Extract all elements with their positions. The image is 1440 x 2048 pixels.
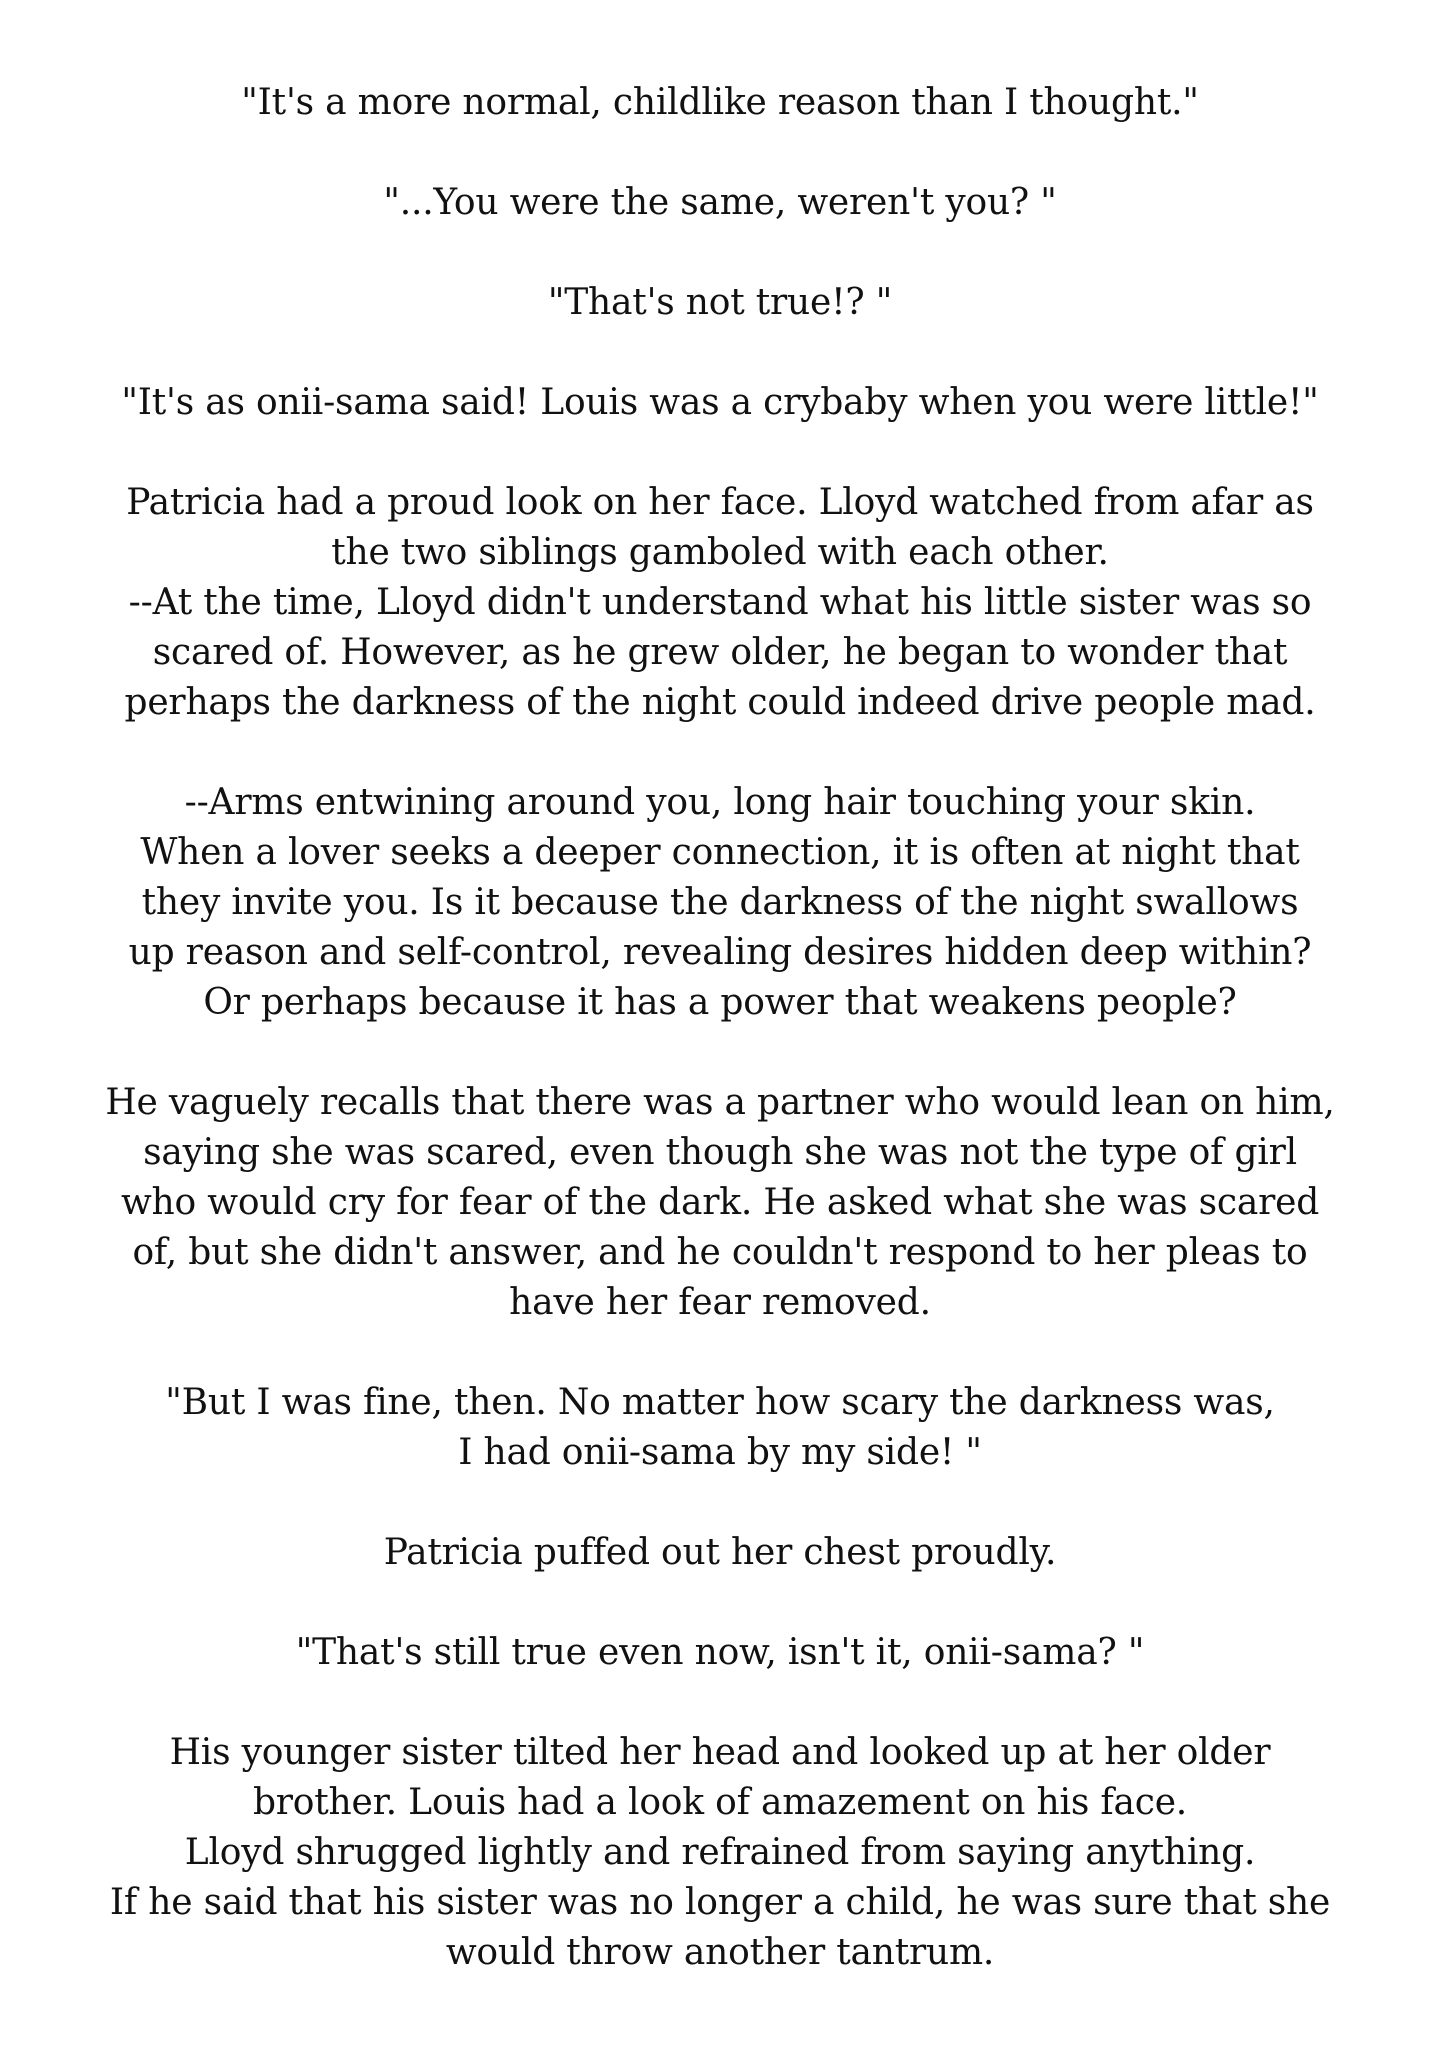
text-line: brother. Louis had a look of amazement on his face. (252, 1782, 1188, 1823)
text-line: of, but she didn't answer, and he couldn't respond to her pleas to (132, 1232, 1308, 1273)
paragraph (60, 78, 1380, 128)
text-line: Lloyd shrugged lightly and refrained from saying anything. (184, 1832, 1256, 1873)
text-line: I had onii-sama by my side! " (458, 1432, 982, 1473)
text-line: would throw another tantrum. (445, 1932, 995, 1973)
text-line: --At the time, Lloyd didn't understand what his little sister was so (128, 582, 1312, 623)
text-line: who would cry for fear of the dark. He asked what she was scared (120, 1182, 1320, 1223)
text-line: "That's still true even now, isn't it, onii-sama? " (295, 1632, 1145, 1673)
text-line: the two siblings gamboled with each other. (331, 532, 1109, 573)
text-line: "It's as onii-sama said! Louis was a crybaby when you were little!" (121, 382, 1319, 423)
paragraph (60, 278, 1380, 328)
paragraph (60, 1728, 1380, 1978)
paragraph (60, 1078, 1380, 1328)
text-line: If he said that his sister was no longer a child, he was sure that she (109, 1882, 1331, 1923)
text-line: "...You were the same, weren't you? " (383, 182, 1057, 223)
text-line: His younger sister tilted her head and looked up at her older (169, 1732, 1271, 1773)
text-line: have her fear removed. (509, 1282, 931, 1323)
paragraph (60, 378, 1380, 428)
text-line: perhaps the darkness of the night could indeed drive people mad. (124, 682, 1316, 723)
text-line: --Arms entwining around you, long hair touching your skin. (184, 782, 1256, 823)
text-line: He vaguely recalls that there was a partner who would lean on him, (105, 1082, 1335, 1123)
paragraph (60, 478, 1380, 728)
text-line: scared of. However, as he grew older, he began to wonder that (152, 632, 1288, 673)
text-line: Or perhaps because it has a power that weakens people? (203, 982, 1237, 1023)
story-text (60, 78, 1380, 2028)
text-line: up reason and self-control, revealing desires hidden deep within? (128, 932, 1312, 973)
text-line: When a lover seeks a deeper connection, it is often at night that (140, 832, 1300, 873)
paragraph (60, 1378, 1380, 1478)
text-line: "It's a more normal, childlike reason than I thought." (241, 82, 1199, 123)
text-line: Patricia had a proud look on her face. Lloyd watched from afar as (126, 482, 1314, 523)
paragraph (60, 1528, 1380, 1578)
text-line: they invite you. Is it because the darkness of the night swallows (141, 882, 1299, 923)
paragraph (60, 178, 1380, 228)
text-line: Patricia puffed out her chest proudly. (383, 1532, 1057, 1573)
text-line: "That's not true!? " (547, 282, 893, 323)
paragraph (60, 1628, 1380, 1678)
paragraph (60, 778, 1380, 1028)
text-line: "But I was fine, then. No matter how scary the darkness was, (165, 1382, 1275, 1423)
text-line: saying she was scared, even though she was not the type of girl (143, 1132, 1297, 1173)
